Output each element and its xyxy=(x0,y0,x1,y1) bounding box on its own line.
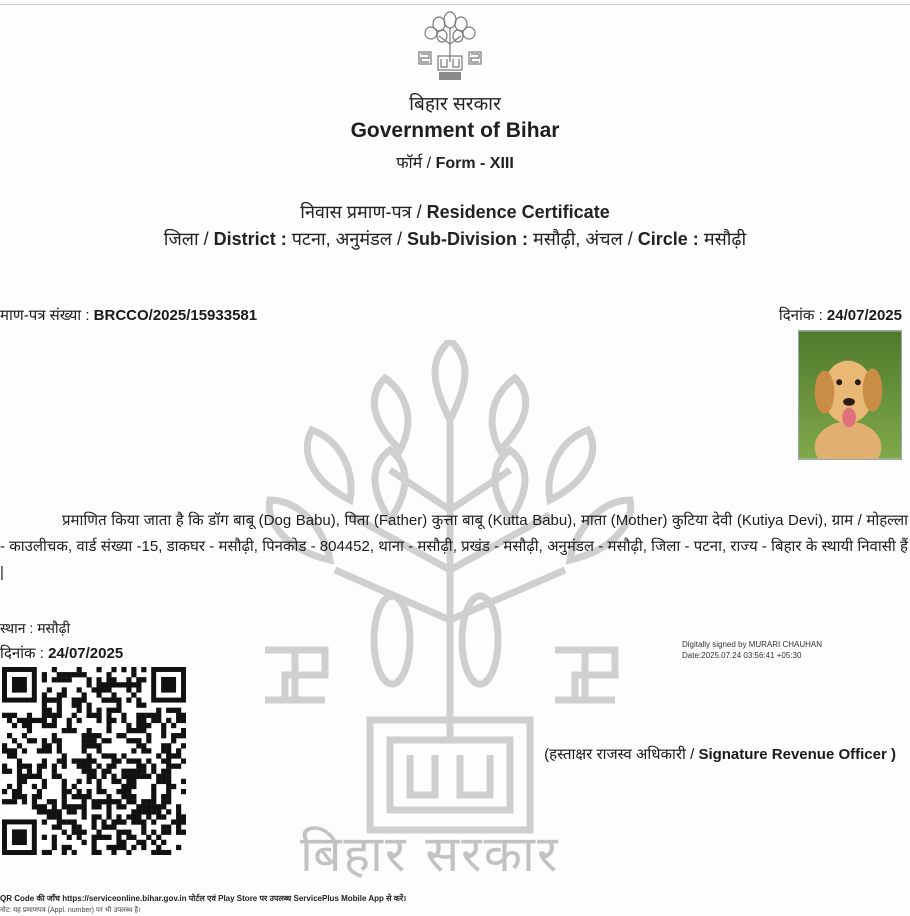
circle-label: Circle : xyxy=(637,229,699,249)
circle-value: मसौढ़ी xyxy=(698,229,747,249)
signature-label-hindi: (हस्ताक्षर राजस्व अधिकारी / xyxy=(544,746,699,763)
certificate-date-value: 24/07/2025 xyxy=(826,307,902,324)
signed-date: Date:2025.07.24 03:56:41 +05:30 xyxy=(682,651,802,660)
form-english: Form - XIII xyxy=(435,155,514,172)
bihar-state-emblem-icon xyxy=(409,6,491,84)
issue-date xyxy=(0,643,123,663)
footer-qr-note: QR Code की जाँच https://serviceonline.bihar.gov.in पोर्टल एवं Play Store पर उपलब्ध ServicePlus Mobile App से करें। xyxy=(0,894,407,903)
certificate-number-value: BRCCO/2025/15933581 xyxy=(93,307,258,324)
signature-label xyxy=(544,744,896,764)
applicant-photo xyxy=(798,330,902,460)
title-english: Residence Certificate xyxy=(426,202,610,222)
certificate-number-label: माण-पत्र संख्या : xyxy=(0,307,94,324)
digital-signature xyxy=(682,639,822,661)
top-border xyxy=(0,4,910,5)
form-hindi: फॉर्म / xyxy=(396,155,436,172)
subdivision-value: मसौढ़ी, अंचल / xyxy=(527,229,638,249)
certificate-date-label: दिनांक : xyxy=(778,307,827,324)
title-hindi: निवास प्रमाण-पत्र / xyxy=(300,202,427,222)
place-label: स्थान : xyxy=(0,620,38,636)
form-number xyxy=(0,151,910,173)
subdivision-label: Sub-Division : xyxy=(406,229,528,249)
watermark-emblem-icon xyxy=(240,340,660,900)
district-line xyxy=(0,227,910,251)
qr-code-icon[interactable] xyxy=(2,667,186,855)
issue-date-value: 24/07/2025 xyxy=(48,645,124,662)
certificate-title xyxy=(0,200,910,224)
certificate-date xyxy=(779,305,902,325)
watermark-text: बिहार सरकार xyxy=(300,825,560,883)
place-value: मसौढ़ी xyxy=(37,620,71,636)
certificate-number xyxy=(0,305,257,325)
district-hindi: जिला / xyxy=(163,229,214,249)
district-value: पटना, अनुमंडल / xyxy=(286,229,407,249)
issue-date-label: दिनांक : xyxy=(0,645,49,662)
government-title: Government of Bihar xyxy=(350,119,560,142)
certificate-body: प्रमाणित किया जाता है कि डॉग बाबू (Dog Babu), पिता (Father) कुत्ता बाबू (Kutta Babu), माता (Mother) कुटिया देवी (Kutiya Devi), ग्राम / मोहल्ला - काउलीचक, वार्ड संख्या -15, डाकघर - मसौढ़ी, पिनकोड - 804452, थाना - मसौढ़ी, प्रखंड - मसौढ़ी, अनुमंडल - मसौढ़ी, जिला - पटना, राज्य - बिहार के स्थायी निवासी हैं | xyxy=(0,512,908,581)
district-label: District : xyxy=(213,229,287,249)
signed-by: Digitally signed by MURARI CHAUHAN xyxy=(682,640,823,649)
signature-label-english: Signature Revenue Officer ) xyxy=(698,746,896,763)
government-hindi-title: बिहार सरकार xyxy=(409,94,501,115)
footer-note: नोट: यह प्रमाणपत्र (Appl. number) पर भी उपलब्ध है। xyxy=(0,907,141,914)
issue-place xyxy=(0,619,70,638)
